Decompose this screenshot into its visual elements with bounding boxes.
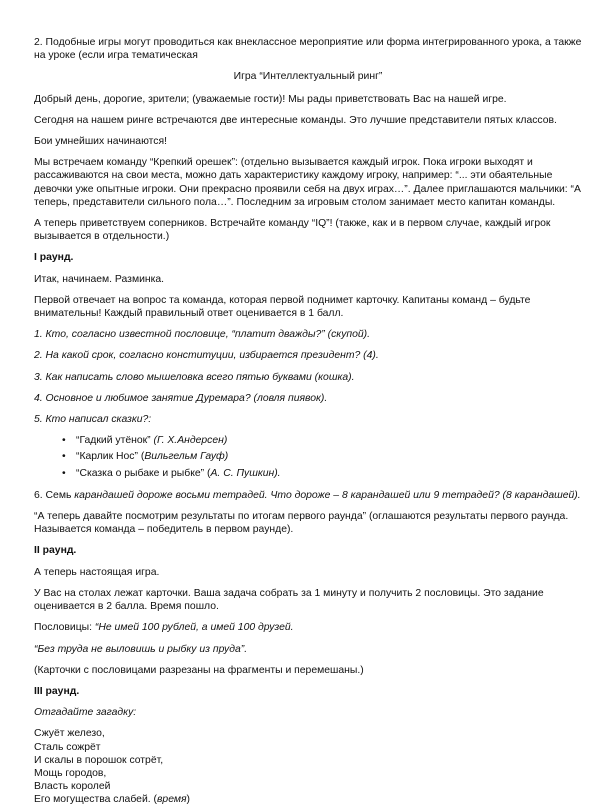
question-5: 5. Кто написал сказки?: xyxy=(34,414,152,426)
round2-note: (Карточки с пословицами разрезаны на фрагменты и перемешаны.) xyxy=(34,664,364,676)
list-item xyxy=(62,450,582,463)
riddle-answer: время xyxy=(157,794,187,806)
poem-line: Сжуёт железо, xyxy=(34,728,105,740)
poem-line: Мощь городов, xyxy=(34,767,107,779)
round2-task: У Вас на столах лежат карточки. Ваша задача собрать за 1 минуту и получить 2 пословицы. Это задание оценивается в 2 балла. Время пошло. xyxy=(34,587,544,613)
riddle-poem xyxy=(34,727,582,806)
proverbs-label: Пословицы: xyxy=(34,622,95,634)
question-1: 1. Кто, согласно известной пословице, “платит дважды?” (скупой). xyxy=(34,329,371,341)
team1-intro-paragraph: Мы встречаем команду “Крепкий орешек”: (отдельно вызывается каждый игрок. Пока игроки выходят и рассаживаются на свои места, можно дать характеристику каждому игроку, например: “... эти обаятельные девочки уже опытные игроки. Они прекрасно проявили себя на двух играх…”. Далее приглашаются мальчики: “А теперь, представители сильного пола…”. Последним за игровым столом занимает место капитан команды. xyxy=(34,157,581,208)
tale-author: Вильгельм Гауф) xyxy=(144,451,229,463)
round3-heading: III раунд. xyxy=(34,685,80,697)
game-title: Игра “Интеллектуальный ринг” xyxy=(233,71,383,83)
question-3: 3. Как написать слово мышеловка всего пятью буквами (кошка). xyxy=(34,371,355,383)
poem-last-close: ) xyxy=(186,794,191,806)
question-6 xyxy=(34,489,582,502)
round1-results: “А теперь давайте посмотрим результаты по итогам первого раунда” (оглашаются результаты первого раунда. Называется команда – победитель в первом раунде). xyxy=(34,511,569,536)
today-paragraph: Сегодня на нашем ринге встречаются две интересные команды. Это лучшие представители пятых классов. xyxy=(34,114,557,126)
bullet-icon: • xyxy=(62,435,66,447)
poem-last-plain: Его могущества слабей. ( xyxy=(34,794,157,806)
team2-intro-paragraph: А теперь приветствуем соперников. Встречайте команду “IQ”! (также, как и в первом случае, каждый игрок вызывается в отдельности.) xyxy=(34,218,551,243)
proverb-1: “Не имей 100 рублей, а имей 100 друзей. xyxy=(94,622,294,634)
list-item xyxy=(62,434,582,447)
tale-title: “Гадкий утёнок” xyxy=(76,435,154,447)
question-2: 2. На какой срок, согласно конституции, избирается президент? (4). xyxy=(34,350,379,362)
tale-author: (Г. Х.Андерсен) xyxy=(153,435,228,447)
bullet-icon: • xyxy=(62,467,66,479)
round1-heading: I раунд. xyxy=(34,252,74,264)
question-6-plain: 6. Семь xyxy=(34,489,75,501)
poem-line: Сталь сожрёт xyxy=(34,741,101,753)
poem-line xyxy=(34,793,582,806)
tale-title: “Карлик Нос” ( xyxy=(76,451,145,463)
greeting-paragraph: Добрый день, дорогие, зрители; (уважаемые гости)! Мы рады приветствовать Вас на нашей игре. xyxy=(34,93,507,105)
riddle-prompt: Отгадайте загадку: xyxy=(34,707,137,719)
proverb-2: “Без труда не выловишь и рыбку из пруда”. xyxy=(34,643,248,655)
round1-rules: Первой отвечает на вопрос та команда, которая первой поднимет карточку. Капитаны команд – будьте внимательны! Каждый правильный ответ оценивается в 1 балл. xyxy=(34,294,531,320)
intro-paragraph: 2. Подобные игры могут проводиться как внеклассное мероприятие или форма интегрированного урока, а также на уроке (если игра тематическая xyxy=(34,37,582,62)
tale-author: А. С. Пушкин). xyxy=(210,467,281,479)
bullet-icon: • xyxy=(62,451,66,463)
proverbs-line xyxy=(34,621,582,634)
tales-list xyxy=(34,434,582,480)
document-page xyxy=(34,36,582,807)
round2-intro: А теперь настоящая игра. xyxy=(34,566,160,578)
poem-line: Власть королей xyxy=(34,781,111,793)
round2-heading: II раунд. xyxy=(34,545,77,557)
question-6-italic: карандашей дороже восьми тетрадей. Что дороже – 8 карандашей или 9 тетрадей? (8 карандашей). xyxy=(74,489,581,501)
question-4: 4. Основное и любимое занятие Дуремара? (ловля пиявок). xyxy=(34,392,328,404)
poem-line: И скалы в порошок сотрёт, xyxy=(34,754,164,766)
list-item xyxy=(62,467,582,480)
fight-start-paragraph: Бои умнейших начинаются! xyxy=(34,136,167,148)
tale-title: “Сказка о рыбаке и рыбке” ( xyxy=(76,467,211,479)
round1-warmup: Итак, начинаем. Разминка. xyxy=(34,273,165,285)
